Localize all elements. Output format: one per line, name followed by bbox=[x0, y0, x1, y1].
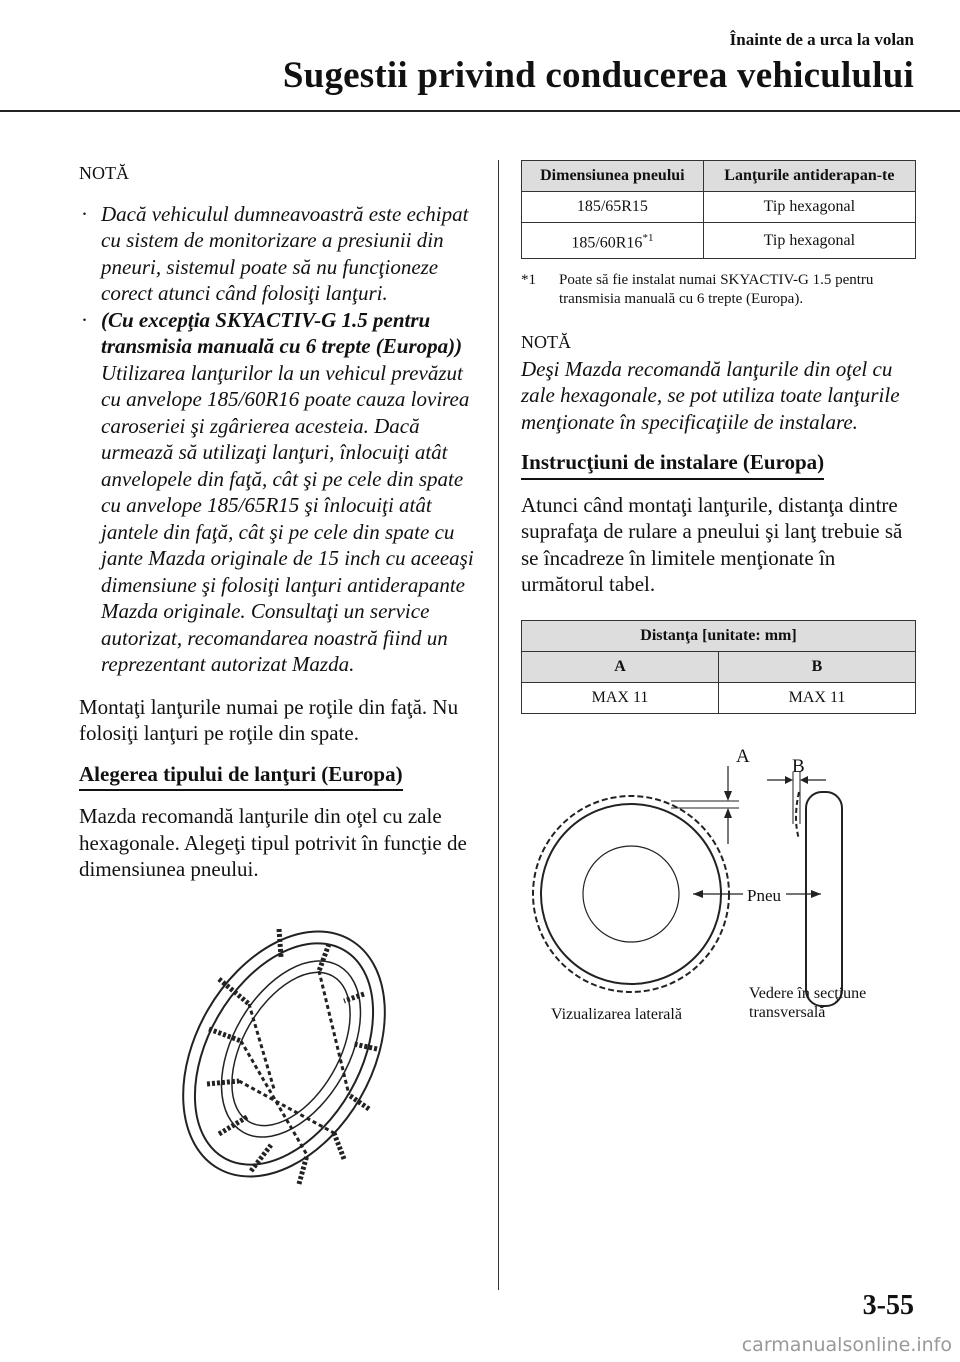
table-header: Distanţa [unitate: mm] bbox=[522, 620, 916, 651]
label-a: A bbox=[736, 745, 750, 767]
chain-type-cell: Tip hexagonal bbox=[703, 223, 915, 259]
column-divider bbox=[498, 160, 499, 1290]
label-side-view: Vizualizarea laterală bbox=[551, 1005, 682, 1023]
label-b: B bbox=[792, 755, 805, 777]
header-rule bbox=[0, 110, 960, 112]
table-header: A bbox=[522, 651, 719, 682]
table-row bbox=[522, 682, 916, 713]
left-column bbox=[79, 160, 479, 1205]
table-cell: MAX 11 bbox=[718, 682, 915, 713]
table-header: Lanţurile antiderapan-te bbox=[703, 161, 915, 192]
label-cross-section bbox=[749, 984, 866, 1022]
table-cell: MAX 11 bbox=[522, 682, 719, 713]
chain-clearance-diagram bbox=[521, 744, 916, 1034]
footnote-text: Poate să fie instalat numai SKYACTIV-G 1.5 pentru transmisia manuală cu 6 trepte (Europa). bbox=[559, 272, 874, 308]
paragraph: Montaţi lanţurile numai pe roţile din faţă. Nu folosiţi lanţuri pe roţile din spate. bbox=[79, 694, 459, 745]
table-header: Dimensiunea pneului bbox=[522, 161, 704, 192]
paragraph: Mazda recomandă lanţurile din oţel cu zale hexagonale. Alegeţi tipul potrivit în funcţie de dimensiunea pneului. bbox=[79, 804, 467, 881]
table-row bbox=[522, 192, 916, 223]
right-column bbox=[521, 160, 916, 1034]
note-text: Deşi Mazda recomandă lanţurile din oţel cu zale hexagonale, se pot utiliza toate lanţurile menţionate în specificaţiile de instalare. bbox=[521, 356, 900, 434]
watermark[interactable]: carmanualsonline.info bbox=[741, 1334, 952, 1356]
footnote-mark: *1 bbox=[642, 232, 654, 244]
note-title: NOTĂ bbox=[521, 332, 571, 353]
table-header: B bbox=[718, 651, 915, 682]
distance-table bbox=[521, 620, 916, 714]
chapter-title: Înainte de a urca la volan bbox=[729, 30, 914, 49]
section-heading: Instrucţiuni de instalare (Europa) bbox=[521, 449, 824, 480]
page-number: 3-55 bbox=[862, 1290, 914, 1321]
bullet-text: Utilizarea lanţurilor la un vehicul prevăzut cu anvelope 185/60R16 poate cauza lovirea caroseriei şi zgârierea acesteia. Dacă urmează să utilizaţi lanţuri, înlocuiţi atât anvelopele din faţă, cât şi pe cele din spate cu anvelope 185/65R15 şi înlocuiţi atât jantele din faţă, cât şi pe cele din spate cu jante Mazda originale de 15 inch cu aceeaşi dimensiune şi folosiţi lanţuri antiderapante Mazda originale. Consultaţi un service autorizat, recomandarea noastră fiind un reprezentant autorizat Mazda. bbox=[101, 360, 474, 676]
tire-chain-table bbox=[521, 160, 916, 259]
paragraph: Atunci când montaţi lanţurile, distanţa dintre suprafaţa de rulare a pneului şi lanţ trebuie să se încadreze în limitele menţionate în următorul tabel. bbox=[521, 492, 903, 597]
note-bullet bbox=[79, 307, 479, 678]
note-title: NOTĂ bbox=[79, 163, 129, 183]
section-title: Sugestii privind conducerea vehiculului bbox=[282, 55, 914, 96]
bullet-heading: (Cu excepţia SKYACTIV-G 1.5 pentru transmisia manuală cu 6 trepte (Europa)) bbox=[101, 307, 463, 358]
footnote-mark: *1 bbox=[521, 272, 536, 289]
tire-size-cell bbox=[522, 223, 704, 259]
label-tire: Pneu bbox=[747, 885, 781, 905]
footnote bbox=[521, 271, 916, 309]
bullet-dot-icon: · bbox=[81, 307, 88, 332]
chain-type-cell: Tip hexagonal bbox=[703, 192, 915, 223]
tire-size-text: 185/60R16 bbox=[571, 234, 643, 252]
bullet-text: Dacă vehiculul dumneavoastră este echipat cu sistem de monitorizare a presiunii din pneuri, sistemul poate să nu funcţioneze corect atunci când folosiţi lanţuri. bbox=[101, 201, 469, 305]
section-heading: Alegerea tipului de lanţuri (Europa) bbox=[79, 761, 403, 792]
snow-chain-illustration bbox=[79, 909, 479, 1206]
label-cross-line: Vedere în secţiune bbox=[749, 984, 867, 1002]
tire-size-cell: 185/65R15 bbox=[522, 192, 704, 223]
note-bullet bbox=[79, 201, 479, 307]
label-cross-line: transversală bbox=[749, 1003, 826, 1021]
table-row bbox=[522, 223, 916, 259]
bullet-dot-icon: · bbox=[81, 201, 88, 226]
